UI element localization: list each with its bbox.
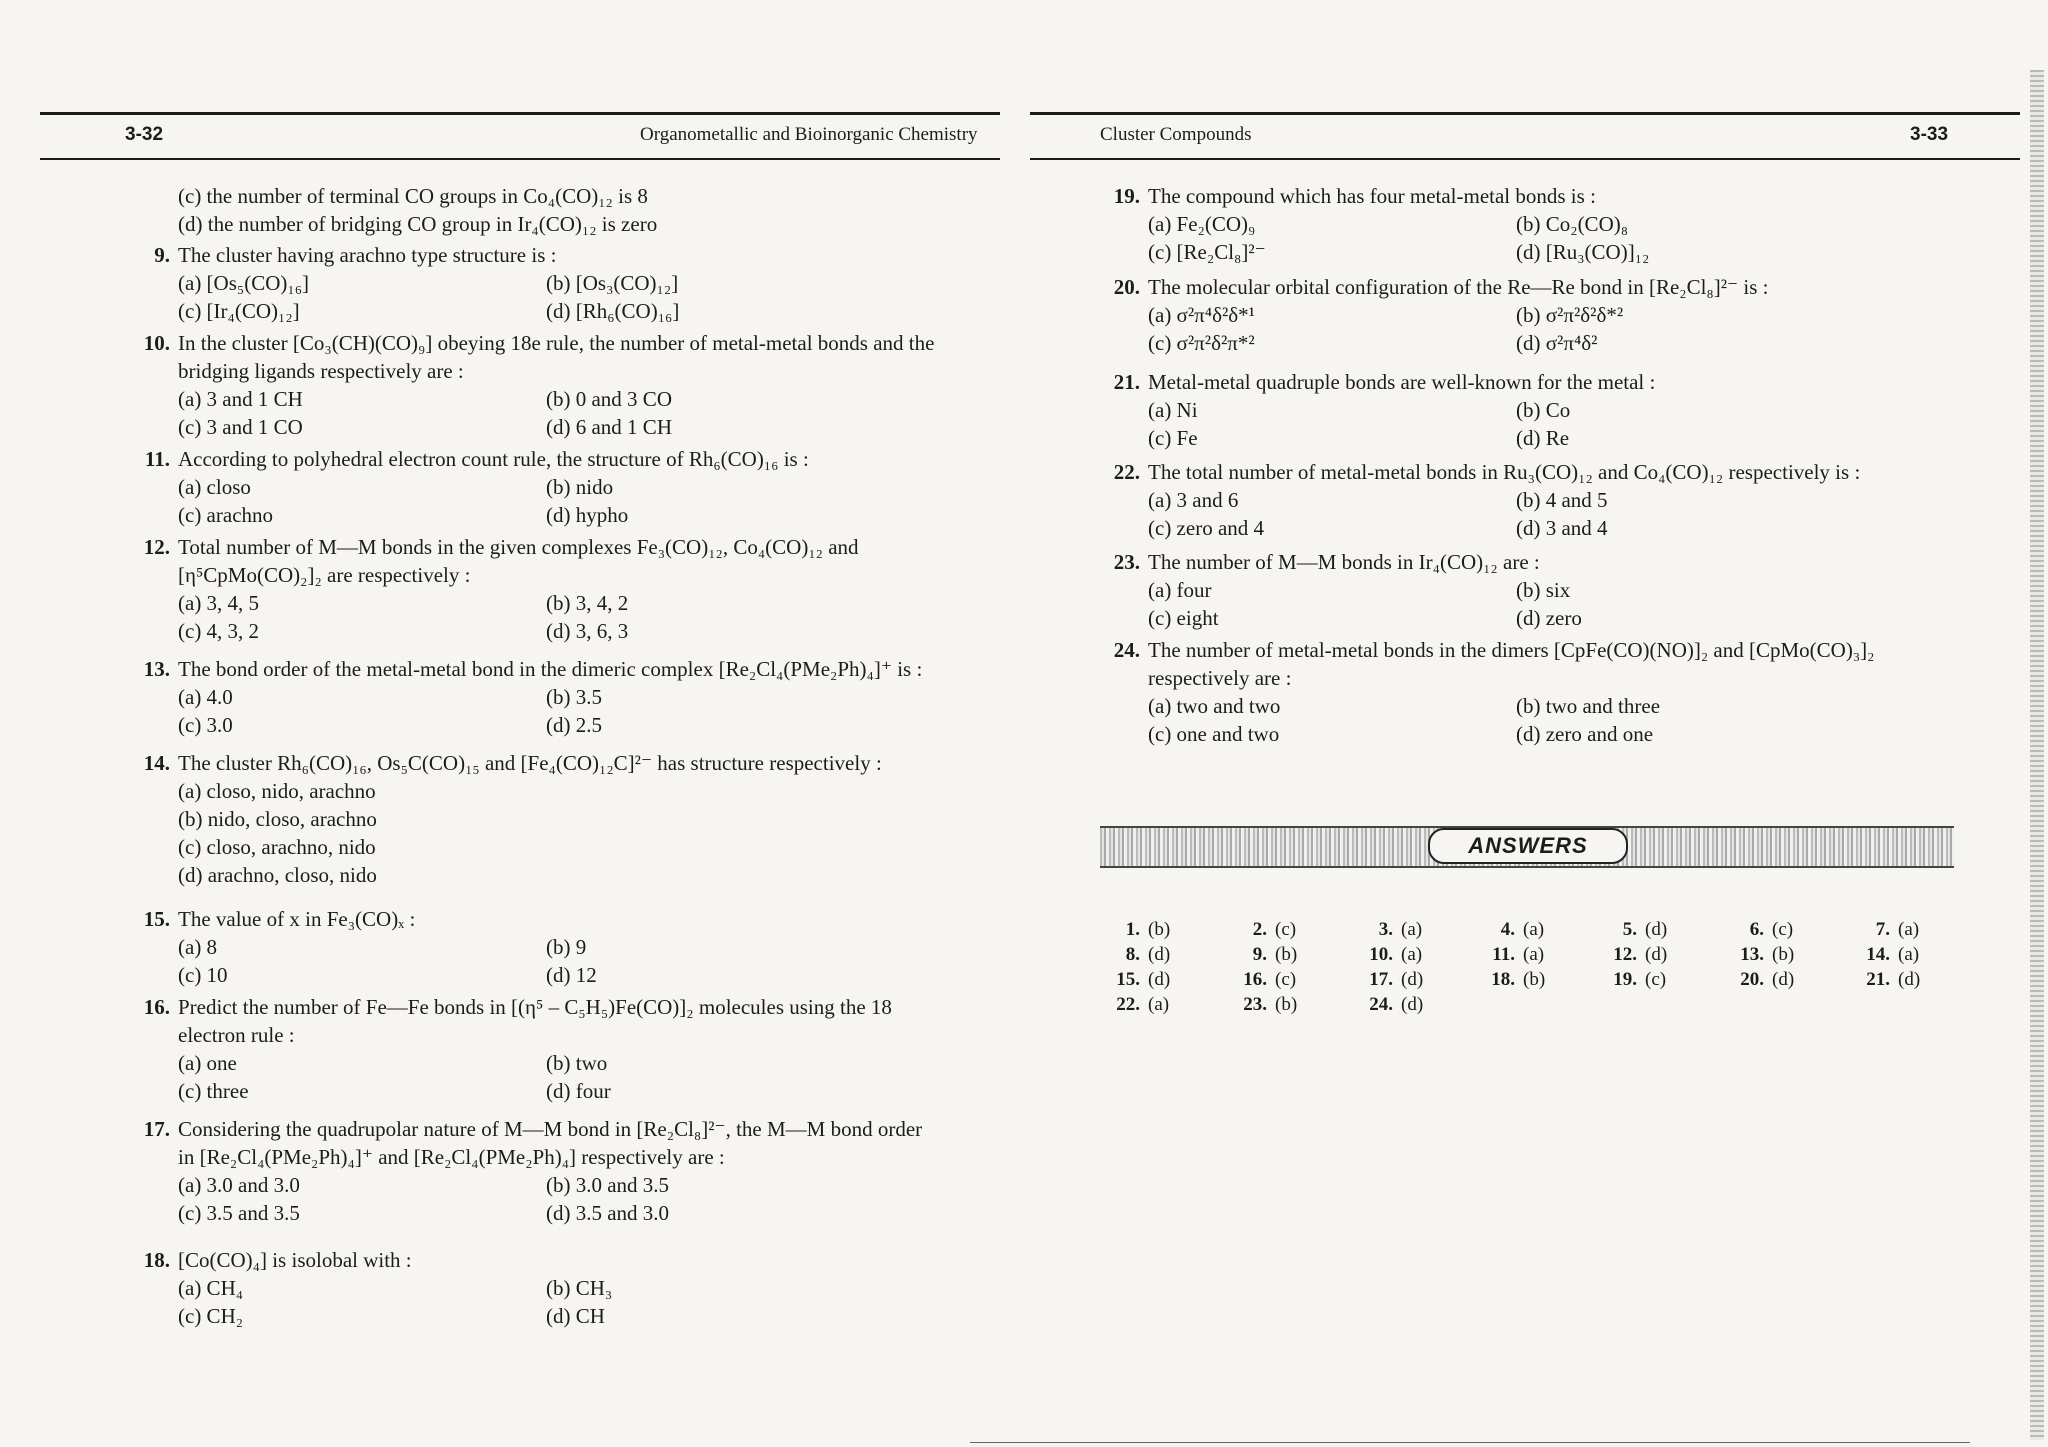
answer-number: 8. (1125, 944, 1140, 965)
question-number: 9. (154, 243, 170, 267)
answer-choice: (d) (1898, 969, 1921, 990)
page-number-right: 3-33 (1910, 124, 1949, 145)
answer-choice: (b) (1772, 944, 1795, 965)
question-text: [Co(CO)₄] is isolobal with : (178, 1248, 412, 1272)
option-c: (c) 3.5 and 3.5 (178, 1201, 300, 1225)
answer-choice: (d) (1148, 969, 1171, 990)
option-b: (b) two and three (1516, 694, 1661, 718)
header-rule-lower (40, 158, 1000, 160)
question-text: The number of M—M bonds in Ir₄(CO)₁₂ are : (1148, 550, 1540, 574)
answer-item (1850, 918, 1919, 942)
header-rule (40, 112, 1000, 115)
answer-number: 19. (1613, 969, 1637, 990)
answer-choice: (a) (1401, 919, 1423, 940)
answer-item (1850, 943, 1919, 967)
question-text: Total number of M—M bonds in the given complexes Fe₃(CO)₁₂, Co₄(CO)₁₂ and (178, 535, 859, 559)
question-text: Predict the number of Fe—Fe bonds in [(η⁵ – C₅H₅)Fe(CO)]₂ molecules using the 18 (178, 995, 892, 1019)
answer-number: 2. (1252, 919, 1267, 940)
question-number: 11. (144, 447, 170, 471)
answer-choice: (c) (1772, 919, 1794, 940)
option-a: (a) 3.0 and 3.0 (178, 1173, 300, 1197)
header-rule-lower (1030, 158, 2020, 160)
answer-number: 7. (1875, 919, 1890, 940)
option-c: (c) eight (1148, 606, 1219, 630)
answer-item (1227, 993, 1297, 1017)
option-c: (c) [Re₂Cl₈]²⁻ (1148, 240, 1266, 264)
answer-choice: (a) (1898, 944, 1920, 965)
answer-choice: (b) (1275, 944, 1298, 965)
page-edge-binding (2030, 70, 2044, 1440)
question-number: 21. (1113, 370, 1140, 394)
option-d: (d) [Ru₃(CO)]₁₂ (1516, 240, 1650, 264)
answer-number: 9. (1252, 944, 1267, 965)
answer-choice: (c) (1275, 919, 1297, 940)
answer-number: 4. (1500, 919, 1515, 940)
option-c: (c) three (178, 1079, 249, 1103)
option-a: (a) four (1148, 578, 1212, 602)
question-text: The total number of metal-metal bonds in Ru₃(CO)₁₂ and Co₄(CO)₁₂ respectively is : (1148, 460, 1861, 484)
answer-choice: (b) (1523, 969, 1546, 990)
question-text: The compound which has four metal-metal bonds is : (1148, 184, 1596, 208)
answer-item (1227, 918, 1296, 942)
answer-choice: (a) (1148, 994, 1170, 1015)
option-d: (d) 12 (546, 963, 597, 987)
question-number: 22. (1113, 460, 1140, 484)
answer-item (1227, 943, 1297, 967)
answer-choice: (d) (1148, 944, 1171, 965)
option-c: (c) zero and 4 (1148, 516, 1265, 540)
answer-item (1353, 968, 1423, 992)
question-number: 14. (143, 751, 170, 775)
answer-item (1597, 918, 1667, 942)
question-number: 17. (143, 1117, 170, 1141)
bottom-rule (970, 1442, 1970, 1443)
question-number: 12. (143, 535, 170, 559)
option-d: (d) hypho (546, 503, 629, 527)
option-a: (a) Ni (1148, 398, 1198, 422)
option-b: (b) 3.5 (546, 685, 602, 709)
option-b: (b) two (546, 1051, 608, 1075)
question-number: 20. (1113, 275, 1140, 299)
question-number: 23. (1113, 550, 1140, 574)
option-c: (c) CH₂ (178, 1304, 244, 1328)
option-a: (a) 3, 4, 5 (178, 591, 260, 615)
answer-item (1100, 993, 1169, 1017)
answer-item (1850, 968, 1920, 992)
answer-number: 22. (1116, 994, 1140, 1015)
option-a: (a) one (178, 1051, 237, 1075)
option-d: (d) [Rh₆(CO)₁₆] (546, 299, 680, 323)
answer-choice: (a) (1898, 919, 1920, 940)
answer-item (1724, 968, 1794, 992)
answer-choice: (b) (1275, 994, 1298, 1015)
option-c: (c) Fe (1148, 426, 1198, 450)
question-text: Metal-metal quadruple bonds are well-known for the metal : (1148, 370, 1656, 394)
question-text: Considering the quadrupolar nature of M—M bond in [Re₂Cl₈]²⁻, the M—M bond order (178, 1117, 923, 1141)
q8-option-c: (c) the number of terminal CO groups in Co₄(CO)₁₂ is 8 (178, 184, 648, 208)
question-text: According to polyhedral electron count rule, the structure of Rh₆(CO)₁₆ is : (178, 447, 809, 471)
option-a: (a) 3 and 6 (1148, 488, 1239, 512)
question-number: 16. (143, 995, 170, 1019)
answer-item (1475, 918, 1544, 942)
option-a: (a) closo (178, 475, 251, 499)
question-text-continued: respectively are : (1148, 666, 1292, 690)
option-d: (d) 2.5 (546, 713, 602, 737)
option-c: (c) 10 (178, 963, 228, 987)
question-number: 13. (143, 657, 170, 681)
question-number: 10. (143, 331, 170, 355)
option-b: (b) σ²π²δ²δ*² (1516, 303, 1624, 327)
answer-number: 18. (1491, 969, 1515, 990)
option-c: (c) σ²π²δ²π*² (1148, 331, 1255, 355)
option-c: (c) 4, 3, 2 (178, 619, 260, 643)
option-c: (c) arachno (178, 503, 274, 527)
question-text: The cluster having arachno type structure is : (178, 243, 557, 267)
answer-choice: (d) (1772, 969, 1795, 990)
option-b: (b) 3, 4, 2 (546, 591, 629, 615)
answer-number: 15. (1116, 969, 1140, 990)
answers-title: ANSWERS (1428, 828, 1628, 864)
answer-item (1100, 968, 1170, 992)
answer-number: 13. (1740, 944, 1764, 965)
answer-item (1100, 918, 1170, 942)
option-a: (a) closo, nido, arachno (178, 779, 376, 803)
answer-number: 10. (1369, 944, 1393, 965)
question-text-continued: bridging ligands respectively are : (178, 359, 464, 383)
option-b: (b) CH₃ (546, 1276, 613, 1300)
answer-number: 3. (1378, 919, 1393, 940)
answer-choice: (a) (1523, 919, 1545, 940)
option-d: (d) 3.5 and 3.0 (546, 1201, 670, 1225)
answer-choice: (c) (1645, 969, 1667, 990)
answer-number: 14. (1866, 944, 1890, 965)
answer-number: 23. (1243, 994, 1267, 1015)
option-d: (d) σ²π⁴δ² (1516, 331, 1598, 355)
option-a: (a) Fe₂(CO)₉ (1148, 212, 1256, 236)
answer-number: 12. (1613, 944, 1637, 965)
option-d: (d) CH (546, 1304, 605, 1328)
answer-item (1724, 943, 1794, 967)
option-b: (b) nido (546, 475, 614, 499)
answer-number: 1. (1125, 919, 1140, 940)
answer-number: 6. (1749, 919, 1764, 940)
option-a: (a) 3 and 1 CH (178, 387, 303, 411)
question-text: The cluster Rh₆(CO)₁₆, Os₅C(CO)₁₅ and [Fe₄(CO)₁₂C]²⁻ has structure respectively : (178, 751, 882, 775)
question-text: In the cluster [Co₃(CH)(CO)₉] obeying 18e rule, the number of metal-metal bonds and the (178, 331, 935, 355)
answer-number: 20. (1740, 969, 1764, 990)
answer-number: 21. (1866, 969, 1890, 990)
option-a: (a) [Os₅(CO)₁₆] (178, 271, 310, 295)
answer-choice: (d) (1401, 969, 1424, 990)
answer-number: 16. (1243, 969, 1267, 990)
answer-item (1724, 918, 1793, 942)
question-text: The value of x in Fe₃(CO)ₓ : (178, 907, 416, 931)
answer-choice: (a) (1523, 944, 1545, 965)
answer-item (1100, 943, 1170, 967)
question-text: The number of metal-metal bonds in the dimers [CpFe(CO)(NO)]₂ and [CpMo(CO)₃]₂ (1148, 638, 1875, 662)
question-number: 19. (1113, 184, 1140, 208)
answer-number: 5. (1622, 919, 1637, 940)
option-b: (b) 0 and 3 CO (546, 387, 672, 411)
answer-number: 24. (1369, 994, 1393, 1015)
question-number: 24. (1113, 638, 1140, 662)
option-c: (c) one and two (1148, 722, 1280, 746)
option-b: (b) six (1516, 578, 1571, 602)
question-text: The bond order of the metal-metal bond in the dimeric complex [Re₂Cl₄(PMe₂Ph)₄]⁺ is : (178, 657, 923, 681)
answer-choice: (b) (1148, 919, 1171, 940)
option-c: (c) closo, arachno, nido (178, 835, 376, 859)
option-d: (d) 3, 6, 3 (546, 619, 629, 643)
option-b: (b) nido, closo, arachno (178, 807, 377, 831)
running-title-right: Cluster Compounds (1100, 124, 1252, 145)
option-b: (b) Co₂(CO)₈ (1516, 212, 1629, 236)
question-number: 18. (143, 1248, 170, 1272)
answer-number: 11. (1492, 944, 1515, 965)
option-a: (a) two and two (1148, 694, 1281, 718)
page-number-left: 3-32 (125, 124, 164, 145)
answer-item (1597, 943, 1667, 967)
answer-number: 17. (1369, 969, 1393, 990)
answer-choice: (d) (1645, 919, 1668, 940)
option-a: (a) σ²π⁴δ²δ*¹ (1148, 303, 1255, 327)
answer-choice: (c) (1275, 969, 1297, 990)
option-c: (c) 3 and 1 CO (178, 415, 303, 439)
option-a: (a) CH₄ (178, 1276, 244, 1300)
answer-item (1353, 918, 1422, 942)
answer-item (1227, 968, 1296, 992)
answer-item (1597, 968, 1666, 992)
question-text-continued: in [Re₂Cl₄(PMe₂Ph)₄]⁺ and [Re₂Cl₄(PMe₂Ph)₄] respectively are : (178, 1145, 725, 1169)
question-text-continued: [η⁵CpMo(CO)₂]₂ are respectively : (178, 563, 471, 587)
option-b: (b) Co (1516, 398, 1571, 422)
option-d: (d) zero and one (1516, 722, 1654, 746)
answer-choice: (d) (1645, 944, 1668, 965)
answer-choice: (a) (1401, 944, 1423, 965)
option-b: (b) 3.0 and 3.5 (546, 1173, 670, 1197)
question-text: The molecular orbital configuration of the Re—Re bond in [Re₂Cl₈]²⁻ is : (1148, 275, 1769, 299)
option-d: (d) arachno, closo, nido (178, 863, 377, 887)
option-b: (b) 9 (546, 935, 587, 959)
option-d: (d) 6 and 1 CH (546, 415, 672, 439)
option-d: (d) four (546, 1079, 611, 1103)
option-c: (c) [Ir₄(CO)₁₂] (178, 299, 300, 323)
header-rule (1030, 112, 2020, 115)
option-c: (c) 3.0 (178, 713, 233, 737)
answer-item (1353, 993, 1423, 1017)
running-title-left: Organometallic and Bioinorganic Chemistry (640, 124, 978, 145)
question-number: 15. (143, 907, 170, 931)
option-d: (d) Re (1516, 426, 1570, 450)
q8-option-d: (d) the number of bridging CO group in Ir₄(CO)₁₂ is zero (178, 212, 658, 236)
answer-choice: (d) (1401, 994, 1424, 1015)
option-b: (b) 4 and 5 (1516, 488, 1608, 512)
answer-item (1475, 968, 1545, 992)
answer-item (1353, 943, 1422, 967)
option-a: (a) 8 (178, 935, 218, 959)
option-b: (b) [Os₃(CO)₁₂] (546, 271, 679, 295)
question-text-continued: electron rule : (178, 1023, 295, 1047)
option-d: (d) zero (1516, 606, 1582, 630)
answer-item (1475, 943, 1544, 967)
option-a: (a) 4.0 (178, 685, 233, 709)
option-d: (d) 3 and 4 (1516, 516, 1608, 540)
